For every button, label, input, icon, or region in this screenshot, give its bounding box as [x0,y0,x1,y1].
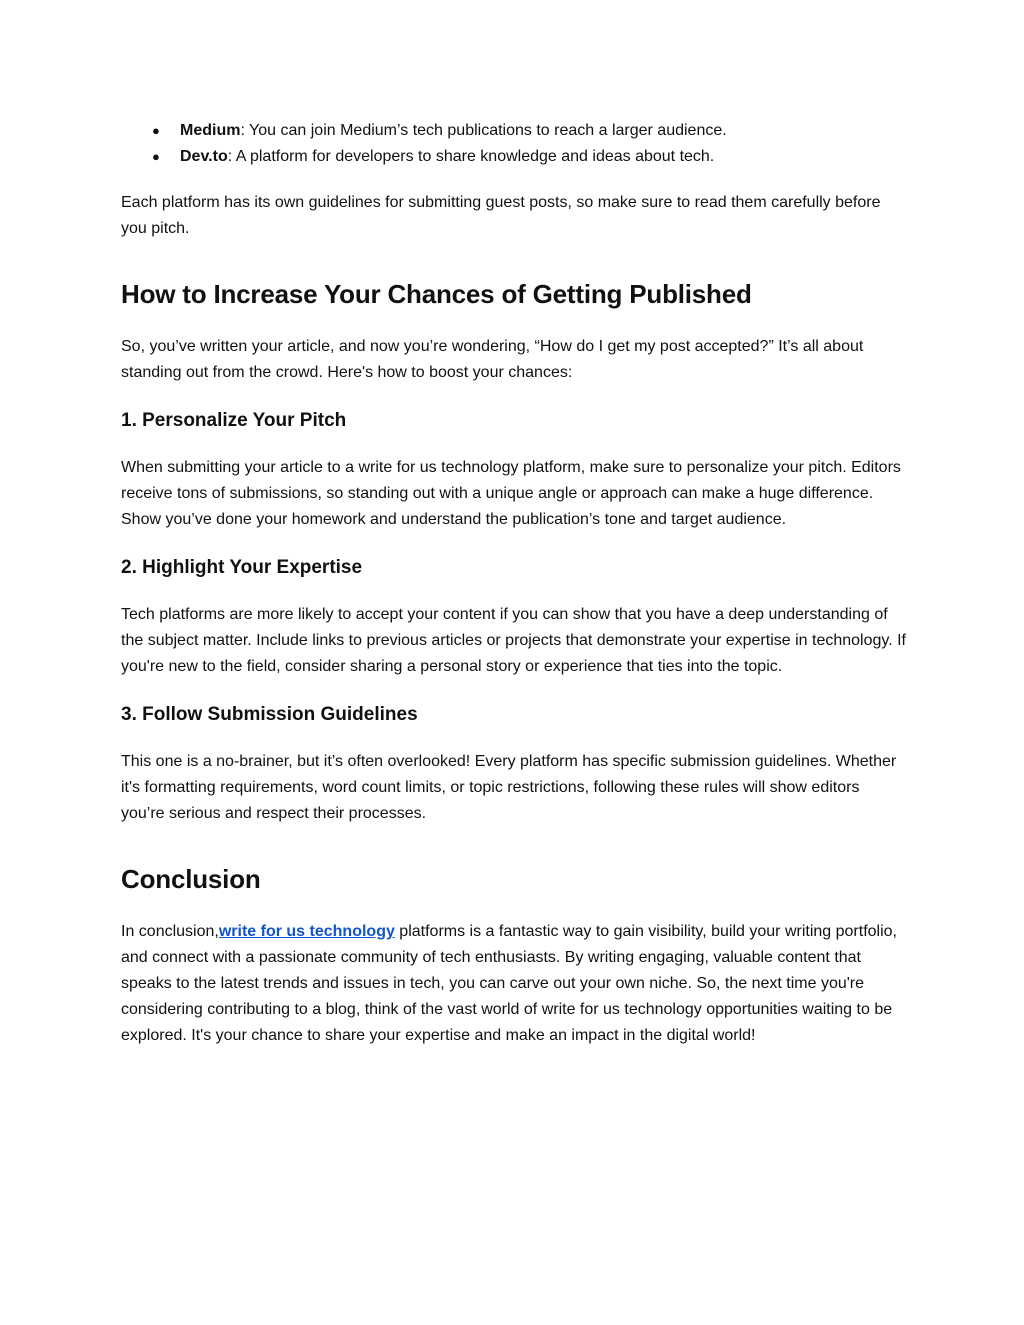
conclusion-rest: platforms is a fantastic way to gain visibility, build your writing portfolio, and connect with a passionate community of tech enthusiasts. By writing engaging, valuable content that speaks to the latest trends and issues in tech, you can carve out your own niche. So, the next time you're considering contributing to a blog, think of the vast world of write for us technology opportunities waiting to be explored. It's your chance to share your expertise and make an impact in the digital world! [121,923,897,1044]
conclusion-paragraph [121,919,906,1049]
list-item-term: Dev.to [180,148,228,165]
section-intro-paragraph: So, you’ve written your article, and now you’re wondering, “How do I get my post accepted?” It’s all about standing out from the crowd. Here's how to boost your chances: [121,338,864,381]
bullet-icon: ● [152,123,160,138]
subsection-body-expertise: Tech platforms are more likely to accept your content if you can show that you have a deep understanding of the subject matter. Include links to previous articles or projects that demonstrate your expertise in technology. If you're new to the field, consider sharing a personal story or experience that ties into the topic. [121,606,906,675]
subsection-body-guidelines: This one is a no-brainer, but it’s often overlooked! Every platform has specific submission guidelines. Whether it's formatting requirements, word count limits, or topic restrictions, following these rules will show editors you’re serious and respect their processes. [121,753,897,822]
intro-paragraph: Each platform has its own guidelines for submitting guest posts, so make sure to read them carefully before you pitch. [121,194,881,237]
subsection-heading-guidelines: 3. Follow Submission Guidelines [121,704,418,725]
list-item-text: : A platform for developers to share knowledge and ideas about tech. [227,148,715,165]
document-page [121,118,906,1049]
subsection-heading-pitch: 1. Personalize Your Pitch [121,410,347,431]
list-item [121,144,906,170]
bullet-icon: ● [152,149,160,164]
list-item [121,118,906,144]
section-heading: How to Increase Your Chances of Getting Published [121,279,752,309]
conclusion-lead: In conclusion, [121,923,219,940]
write-for-us-technology-link[interactable]: write for us technology [218,923,395,940]
list-item-text: : You can join Medium’s tech publications to reach a larger audience. [240,122,727,139]
list-item-term: Medium [180,122,241,139]
subsection-heading-expertise: 2. Highlight Your Expertise [121,557,363,578]
subsection-body-pitch: When submitting your article to a write for us technology platform, make sure to personalize your pitch. Editors receive tons of submissions, so standing out with a unique angle or approach can make a huge difference. Show you’ve done your homework and understand the publication’s tone and target audience. [121,459,901,528]
platform-list [121,118,906,170]
conclusion-heading: Conclusion [121,864,261,894]
